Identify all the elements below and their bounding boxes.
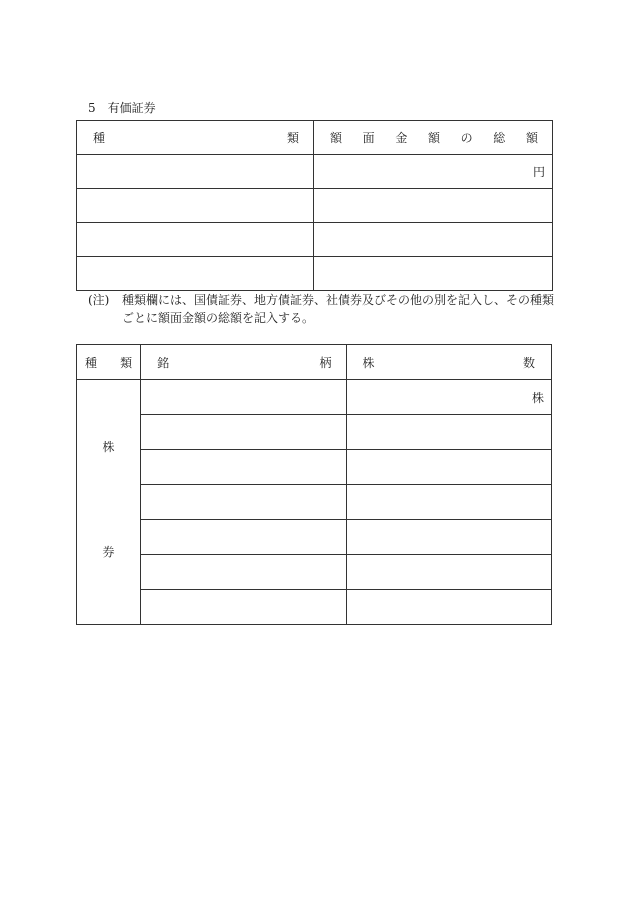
amount-cell[interactable]: [314, 257, 553, 291]
brand-cell[interactable]: [141, 415, 346, 450]
header-amount-char: 総: [493, 131, 506, 145]
header-shares-char: 数: [522, 355, 535, 370]
brand-cell[interactable]: [141, 380, 346, 415]
stock-kind-cell: [77, 380, 141, 625]
table-header-row: [77, 121, 553, 155]
header-kind-char: 種: [85, 355, 98, 370]
header-kind: [77, 121, 314, 155]
table-row: [77, 189, 553, 223]
header-amount-char: 金: [395, 131, 408, 145]
brand-cell[interactable]: [141, 520, 346, 555]
header-amount-char: 面: [362, 131, 375, 145]
table-row: [77, 520, 552, 555]
securities-amount-table: [76, 120, 553, 291]
table-row: [77, 380, 552, 415]
table-row: [77, 485, 552, 520]
brand-cell[interactable]: [141, 485, 346, 520]
shares-cell[interactable]: [346, 485, 551, 520]
table-row: [77, 555, 552, 590]
table-row: [77, 257, 553, 291]
section-title-text: 有価証券: [107, 101, 156, 115]
header-kind-char: 類: [120, 355, 133, 370]
kind-cell[interactable]: [77, 257, 314, 291]
brand-cell[interactable]: [141, 450, 346, 485]
header-kind: [77, 345, 141, 380]
note-line-1: 種類欄には、国債証券、地方債証券、社債券及びその他の別を記入し、その種類: [122, 293, 555, 307]
shares-cell[interactable]: [346, 450, 551, 485]
shares-cell[interactable]: [346, 555, 551, 590]
header-total-face-amount: [314, 121, 553, 155]
brand-cell[interactable]: [141, 590, 346, 625]
kind-cell[interactable]: [77, 189, 314, 223]
amount-cell[interactable]: [314, 223, 553, 257]
table-row: [77, 223, 553, 257]
header-amount-char: 額: [330, 131, 343, 145]
table-row: [77, 415, 552, 450]
header-amount-char: 額: [427, 131, 440, 145]
table-header-row: [77, 345, 552, 380]
shares-unit: 株: [531, 390, 544, 405]
header-amount-char: の: [460, 131, 473, 145]
header-brand: [141, 345, 346, 380]
amount-cell[interactable]: [314, 189, 553, 223]
section-number: 5: [88, 101, 96, 115]
table-row: [77, 450, 552, 485]
amount-cell[interactable]: [314, 155, 553, 189]
kind-cell[interactable]: [77, 223, 314, 257]
kind-cell[interactable]: [77, 155, 314, 189]
header-kind-char: 類: [286, 131, 299, 145]
header-kind-char: 種: [93, 131, 106, 145]
shares-cell[interactable]: [346, 520, 551, 555]
section-title: [88, 101, 156, 115]
note-line-2: ごとに額面金額の総額を記入する。: [122, 311, 315, 325]
kind-label-top: 株: [102, 440, 115, 454]
table-row: [77, 155, 553, 189]
header-brand-char: 柄: [319, 355, 332, 370]
header-brand-char: 銘: [157, 355, 170, 370]
note-tag: (注): [88, 293, 110, 307]
shares-cell[interactable]: [346, 415, 551, 450]
table-row: [77, 590, 552, 625]
header-shares-char: 株: [362, 355, 375, 370]
note: [88, 291, 558, 327]
stocks-table: [76, 344, 552, 625]
header-shares: [346, 345, 551, 380]
yen-unit: 円: [532, 165, 545, 179]
brand-cell[interactable]: [141, 555, 346, 590]
shares-cell[interactable]: [346, 590, 551, 625]
shares-cell[interactable]: [346, 380, 551, 415]
header-amount-char: 額: [525, 131, 538, 145]
kind-label-bottom: 券: [102, 545, 115, 559]
